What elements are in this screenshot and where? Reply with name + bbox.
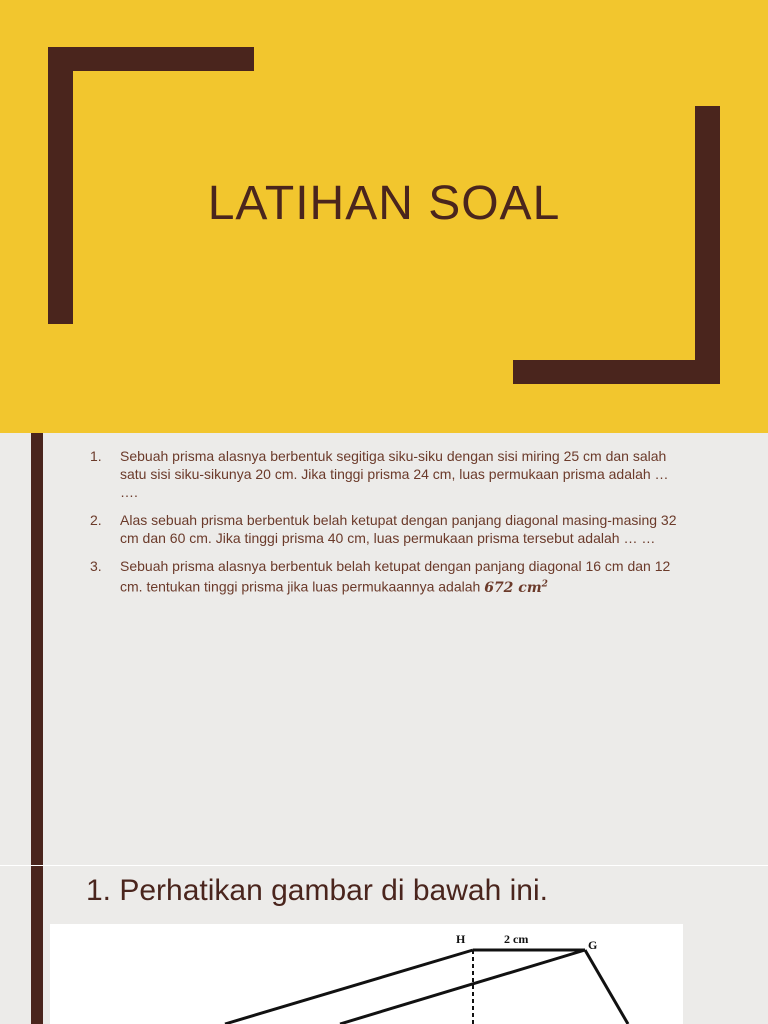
dimension-label: 2 cm — [504, 932, 529, 946]
question-text: Sebuah prisma alasnya berbentuk segitiga siku-siku dengan sisi miring 25 cm dan salah satu sisi siku-sikunya 20 cm. Jika tinggi prisma 24 cm, luas permukaan prisma adalah … …. — [120, 448, 669, 500]
question-number: 2. — [90, 512, 102, 528]
question-list — [90, 447, 690, 607]
question-text: Sebuah prisma alasnya berbentuk belah ketupat dengan panjang diagonal 16 cm dan 12 cm. tentukan tinggi prisma jika luas permukaannya adalah — [120, 558, 671, 595]
vertex-label-h: H — [456, 932, 466, 946]
corner-bracket-bottom-right-vertical — [695, 106, 720, 384]
prism-figure — [50, 924, 683, 1024]
left-accent-bar — [31, 433, 43, 865]
question-item — [90, 511, 690, 547]
title-slide — [0, 0, 768, 433]
area-value: 672 cm — [484, 579, 542, 596]
figure-slide — [0, 866, 768, 1024]
left-accent-bar — [31, 866, 43, 1024]
question-item — [90, 557, 690, 597]
questions-slide — [0, 433, 768, 865]
corner-bracket-bottom-right-horizontal — [513, 360, 720, 384]
edge-lower-slant — [340, 950, 585, 1024]
question-item — [90, 447, 690, 501]
question-number: 3. — [90, 558, 102, 574]
corner-bracket-top-left-horizontal — [48, 47, 254, 71]
question-number: 1. — [90, 448, 102, 464]
vertex-label-g: G — [588, 938, 598, 952]
edge-upper-slant — [225, 950, 473, 1024]
area-formula — [484, 580, 548, 596]
figure-heading: 1. Perhatikan gambar di bawah ini. — [86, 874, 548, 907]
area-exponent: 2 — [541, 579, 548, 589]
edge-right-slant — [585, 950, 628, 1024]
question-text: Alas sebuah prisma berbentuk belah ketupat dengan panjang diagonal masing-masing 32 cm dan 60 cm. Jika tinggi prisma 40 cm, luas permukaan prisma tersebut adalah … … — [120, 512, 677, 546]
slide-title: LATIHAN SOAL — [207, 177, 561, 230]
